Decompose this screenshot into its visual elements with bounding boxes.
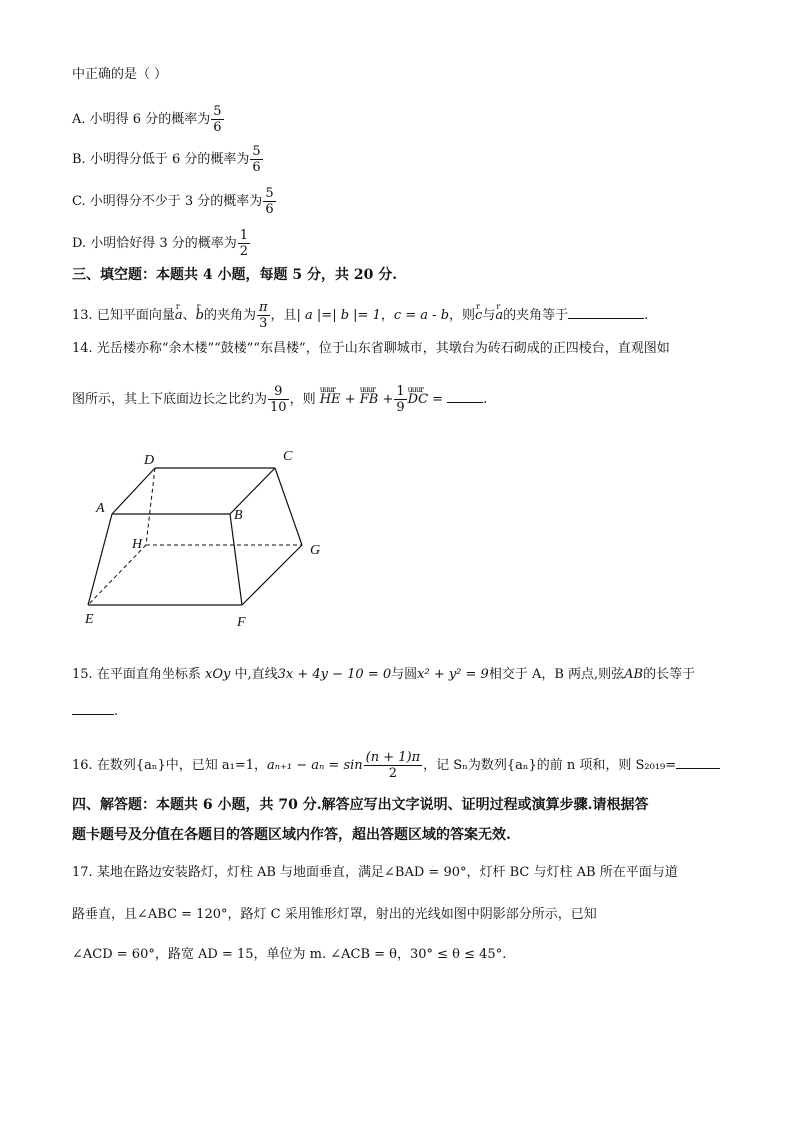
question-17-line-2: 路垂直，且∠ABC = 120°，路灯 C 采用锥形灯罩，射出的光线如图中阴影部分所示，已知 xyxy=(72,907,597,922)
fraction: $\frac{5}{6}$ xyxy=(213,104,222,135)
question-14-line-2: 图所示，其上下底面边长之比约为 $\frac{9}{10}$ ，则 uuur HE + uuur FB + $\frac{1}{9}$ uuur DC = . xyxy=(72,384,487,415)
label-e: E xyxy=(85,612,94,627)
section-4-header-line-1: 四、解答题：本题共 6 小题，共 70 分.解答应写出文字说明、证明过程或演算步骤.请根据答 xyxy=(72,797,649,813)
edge-ad xyxy=(112,468,155,514)
option-a: A. 小明得 6 分的概率为 $\frac{5}{6}$ xyxy=(72,104,222,135)
frustum-diagram xyxy=(80,440,340,630)
edge-cg xyxy=(275,468,302,545)
label-b: B xyxy=(234,508,243,523)
hidden-edge-he xyxy=(88,545,146,605)
option-d: D. 小明恰好得 3 分的概率为 $\frac{1}{2}$ xyxy=(72,228,249,259)
edge-fg xyxy=(242,545,302,605)
answer-blank[interactable] xyxy=(676,756,720,769)
fraction: $\frac{5}{6}$ xyxy=(265,186,274,217)
answer-blank[interactable] xyxy=(447,390,483,403)
fraction: $\frac{9}{10}$ xyxy=(270,384,287,415)
option-b: B. 小明得分低于 6 分的概率为 $\frac{5}{6}$ xyxy=(72,144,261,175)
section-4-header-line-2: 题卡题号及分值在各题目的答题区域内作答，超出答题区域的答案无效. xyxy=(72,827,511,843)
question-13: 13. 已知平面向量r a、r b的夹角为 $\frac{\pi}{3}$ ，且| a |=| b |= 1，c = a - b，则r c与r a的夹角等于 . xyxy=(72,300,648,331)
fraction: $\frac{1}{2}$ xyxy=(239,228,249,259)
fraction: $\frac{\pi}{3}$ xyxy=(258,300,268,331)
question-15: 15. 在平面直角坐标系 xOy 中,直线3x + 4y − 10 = 0与圆x² + y² = 9相交于 A，B 两点,则弦AB的长等于 xyxy=(72,667,696,682)
question-15-answer: . xyxy=(72,702,118,721)
question-14-line-1: 14. 光岳楼亦称“余木楼”“鼓楼”“东昌楼”，位于山东省聊城市，其墩台为砖石砌成的正四棱台，直观图如 xyxy=(72,341,670,356)
fraction: $\frac{(n + 1)\pi}{2}$ xyxy=(365,750,421,781)
edge-ae xyxy=(88,514,112,605)
question-17-line-3: ∠ACD = 60°，路宽 AD = 15，单位为 m. ∠ACB = θ，30° ≤ θ ≤ 45°. xyxy=(72,947,507,962)
option-c: C. 小明得分不少于 3 分的概率为 $\frac{5}{6}$ xyxy=(72,186,274,217)
hidden-edge-dh xyxy=(146,468,155,545)
label-h: H xyxy=(132,537,143,552)
question-17-line-1: 17. 某地在路边安装路灯，灯柱 AB 与地面垂直，满足∠BAD = 90°，灯杆 BC 与灯柱 AB 所在平面与道 xyxy=(72,865,678,880)
label-a: A xyxy=(96,501,105,516)
choice-intro: 中正确的是（ ） xyxy=(72,67,168,82)
section-3-header: 三、填空题：本题共 4 小题，每题 5 分，共 20 分. xyxy=(72,267,398,283)
answer-blank[interactable] xyxy=(568,306,644,319)
label-c: C xyxy=(283,449,293,464)
edge-bf xyxy=(230,514,242,605)
label-d: D xyxy=(144,453,155,468)
answer-blank[interactable] xyxy=(72,702,114,715)
fraction: $\frac{1}{9}$ xyxy=(396,384,405,415)
question-16: 16. 在数列{aₙ}中，已知 a₁=1，aₙ₊₁ − aₙ = sin $\frac{(n + 1)\pi}{2}$ ，记 Sₙ为数列{aₙ}的前 n 项和，则 S₂₀₁₉= xyxy=(72,750,720,781)
label-f: F xyxy=(237,615,246,630)
fraction: $\frac{5}{6}$ xyxy=(252,144,261,175)
label-g: G xyxy=(310,543,321,558)
